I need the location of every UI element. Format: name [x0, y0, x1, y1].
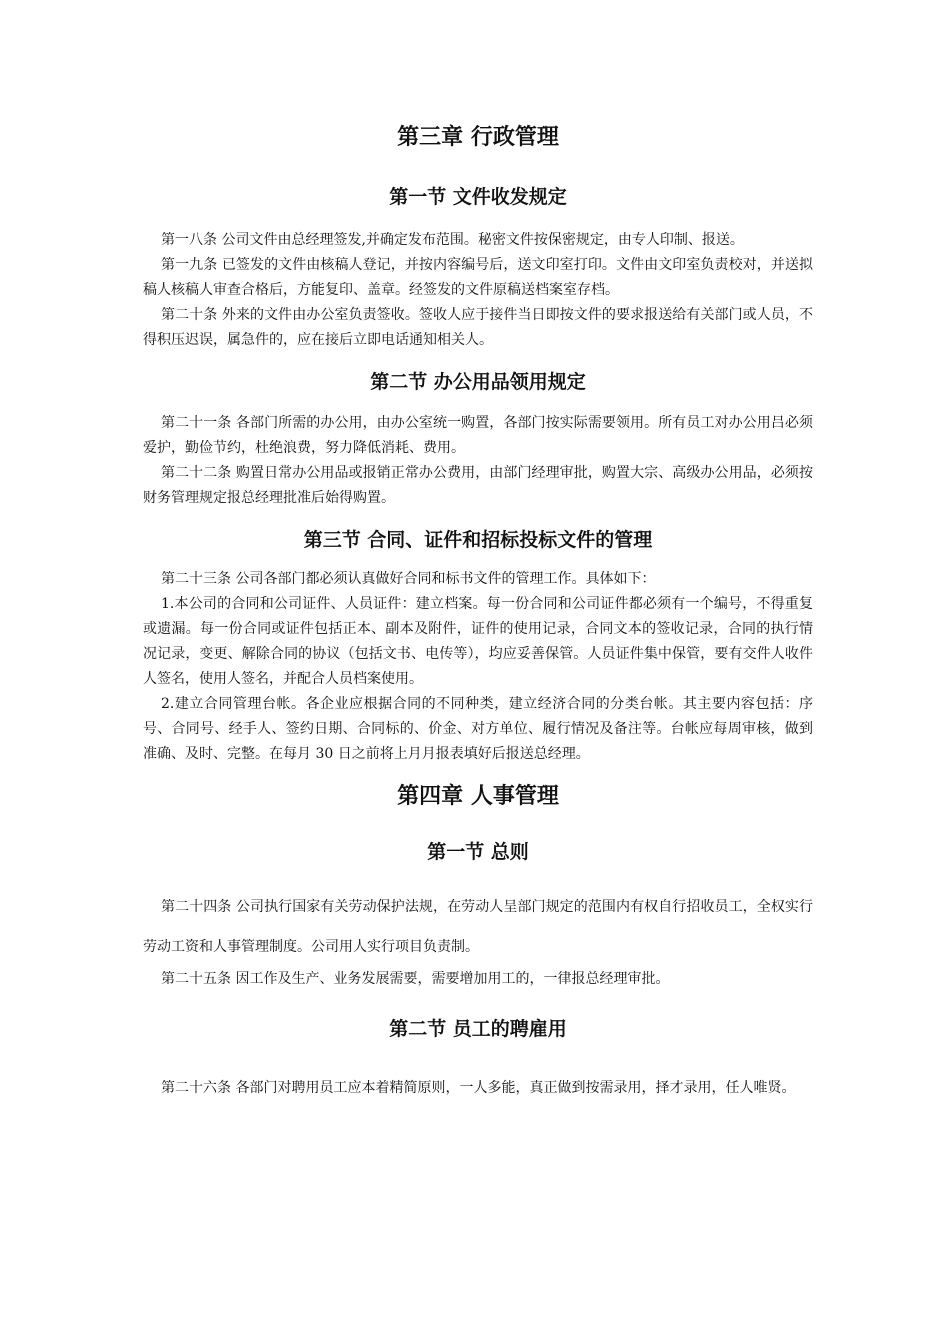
article-20: 第二十条 外来的文件由办公室负责签收。签收人应于接件当日即按文件的要求报送给有关部门或人员，不得积压迟误，属急件的，应在接后立即电话通知相关人。: [143, 307, 813, 348]
section-3-2-title: 第二节 办公用品领用规定: [370, 371, 586, 393]
article-22: 第二十二条 购置日常办公用品或报销正常办公费用，由部门经理审批，购置大宗、高级办公用品，必须按财务管理规定报总经理批准后始得购置。: [143, 465, 813, 506]
article-23-item-1: 1.本公司的合同和公司证件、人员证件：建立档案。每一份合同和公司证件都必须有一个编号，不得重复或遗漏。每一份合同或证件包括正本、副本及附件，证件的使用记录，合同文本的签收记录，合同的执行情况记录，变更、解除合同的协议（包括文书、电传等），均应妥善保管。人员证件集中保管，要有交件人收件人签名，使用人签名，并配合人员档案使用。: [143, 596, 813, 687]
section-4-2-title: 第二节 员工的聘雇用: [389, 1018, 567, 1040]
article-24: 第二十四条 公司执行国家有关劳动保护法规，在劳动人呈部门规定的范围内有权自行招收员工，全权实行劳动工资和人事管理制度。公司用人实行项目负责制。: [143, 899, 813, 955]
section-3-3-title: 第三节 合同、证件和招标投标文件的管理: [303, 529, 653, 551]
article-23: 第二十三条 公司各部门都必须认真做好合同和标书文件的管理工作。具体如下：: [161, 571, 656, 587]
article-25: 第二十五条 因工作及生产、业务发展需要，需要增加用工的，一律报总经理审批。: [161, 971, 670, 987]
article-19: 第一九条 已签发的文件由核稿人登记，并按内容编号后，送文印室打印。文件由文印室负责校对，并送拟稿人核稿人审查合格后，方能复印、盖章。经签发的文件原稿送档案室存档。: [143, 257, 813, 298]
article-26: 第二十六条 各部门对聘用员工应本着精简原则，一人多能，真正做到按需录用，择才录用，任人唯贤。: [161, 1080, 796, 1096]
article-23-item-2: 2.建立合同管理台帐。各企业应根据合同的不同种类，建立经济合同的分类台帐。其主要内容包括：序号、合同号、经手人、签约日期、合同标的、价金、对方单位、履行情况及备注等。台帐应每周审核，做到准确、及时、完整。在每月 30 日之前将上月月报表填好后报送总经理。: [143, 696, 813, 762]
section-4-1-title: 第一节 总则: [427, 841, 529, 863]
article-18: 第一八条 公司文件由总经理签发,并确定发布范围。秘密文件按保密规定，由专人印制、报送。: [161, 232, 744, 248]
chapter-4-title: 第四章 人事管理: [397, 784, 559, 809]
section-3-1-title: 第一节 文件收发规定: [389, 186, 567, 208]
chapter-3-title: 第三章 行政管理: [397, 125, 559, 150]
article-21: 第二十一条 各部门所需的办公用，由办公室统一购置，各部门按实际需要领用。所有员工对办公用吕必须爱护，勤俭节约，杜绝浪费，努力降低消耗、费用。: [143, 415, 813, 456]
document-page: [143, 118, 813, 1108]
